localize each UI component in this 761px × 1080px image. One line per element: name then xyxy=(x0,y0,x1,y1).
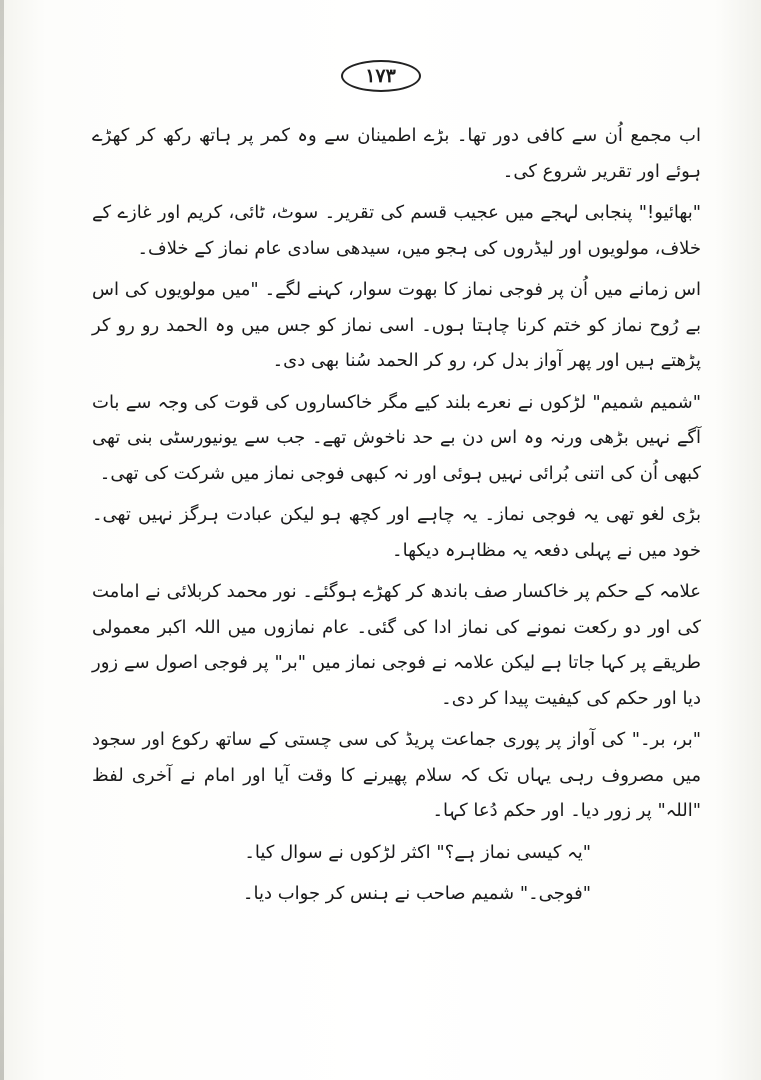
page-number: ۱۷۳ xyxy=(365,65,396,87)
paragraph: "بر، بر۔" کی آواز پر پوری جماعت پریڈ کی سی چستی کے ساتھ رکوع اور سجود میں مصروف رہی یہاں تک کہ سلام پھیرنے کا وقت آیا اور امام نے آخری لفظ "اللہ" پر زور دیا۔ اور حکم دُعا کہا۔ xyxy=(92,729,701,821)
page-number-badge xyxy=(341,60,421,92)
paragraph: اس زمانے میں اُن پر فوجی نماز کا بھوت سوار، کہنے لگے۔ "میں مولویوں کی اس بے رُوح نماز کو ختم کرنا چاہتا ہوں۔ اسی نماز کو جس میں وہ الحمد رو رو کر پڑھتے ہیں اور پھر آواز بدل کر، رو کر الحمد سُنا بھی دی۔ xyxy=(92,279,701,371)
paragraph: اب مجمع اُن سے کافی دور تھا۔ بڑے اطمینان سے وہ کمر پر ہاتھ رکھ کر کھڑے ہوئے اور تقریر شروع کی۔ xyxy=(92,125,701,182)
paragraph: "بھائیو!" پنجابی لہجے میں عجیب قسم کی تقریر۔ سوٹ، ٹائی، کریم اور غازے کے خلاف، مولویوں اور لیڈروں کی ہجو میں، سیدھی سادی عام نماز کے خلاف۔ xyxy=(92,202,701,259)
page-edge xyxy=(0,0,4,1080)
paragraph: علامہ کے حکم پر خاکسار صف باندھ کر کھڑے ہوگئے۔ نور محمد کربلائی نے امامت کی اور دو رکعت نمونے کی نماز ادا کی گئی۔ عام نمازوں میں اللہ اکبر معمولی طریقے پر کہا جاتا ہے لیکن علامہ نے فوجی نماز میں "بر" پر فوجی اصول سے زور دیا اور حکم کی کیفیت پیدا کر دی۔ xyxy=(92,581,701,709)
paragraph: "شمیم شمیم" لڑکوں نے نعرے بلند کیے مگر خاکساروں کی قوت کی وجہ سے بات آگے نہیں بڑھی ورنہ وہ اس دن بے حد ناخوش تھے۔ جب سے یونیورسٹی بنی تھی کبھی اُن کی اتنی بُرائی نہیں ہوئی اور نہ کبھی فوجی نماز میں شرکت کی تھی۔ xyxy=(92,391,701,484)
dialogue-line: "یہ کیسی نماز ہے؟" اکثر لڑکوں نے سوال کیا۔ xyxy=(244,841,591,863)
page-body xyxy=(92,118,701,918)
dialogue-line: "فوجی۔" شمیم صاحب نے ہنس کر جواب دیا۔ xyxy=(242,883,591,904)
paragraph: بڑی لغو تھی یہ فوجی نماز۔ یہ چاہے اور کچھ ہو لیکن عبادت ہرگز نہیں تھی۔ خود میں نے پہلی دفعہ یہ مظاہرہ دیکھا۔ xyxy=(92,504,701,561)
